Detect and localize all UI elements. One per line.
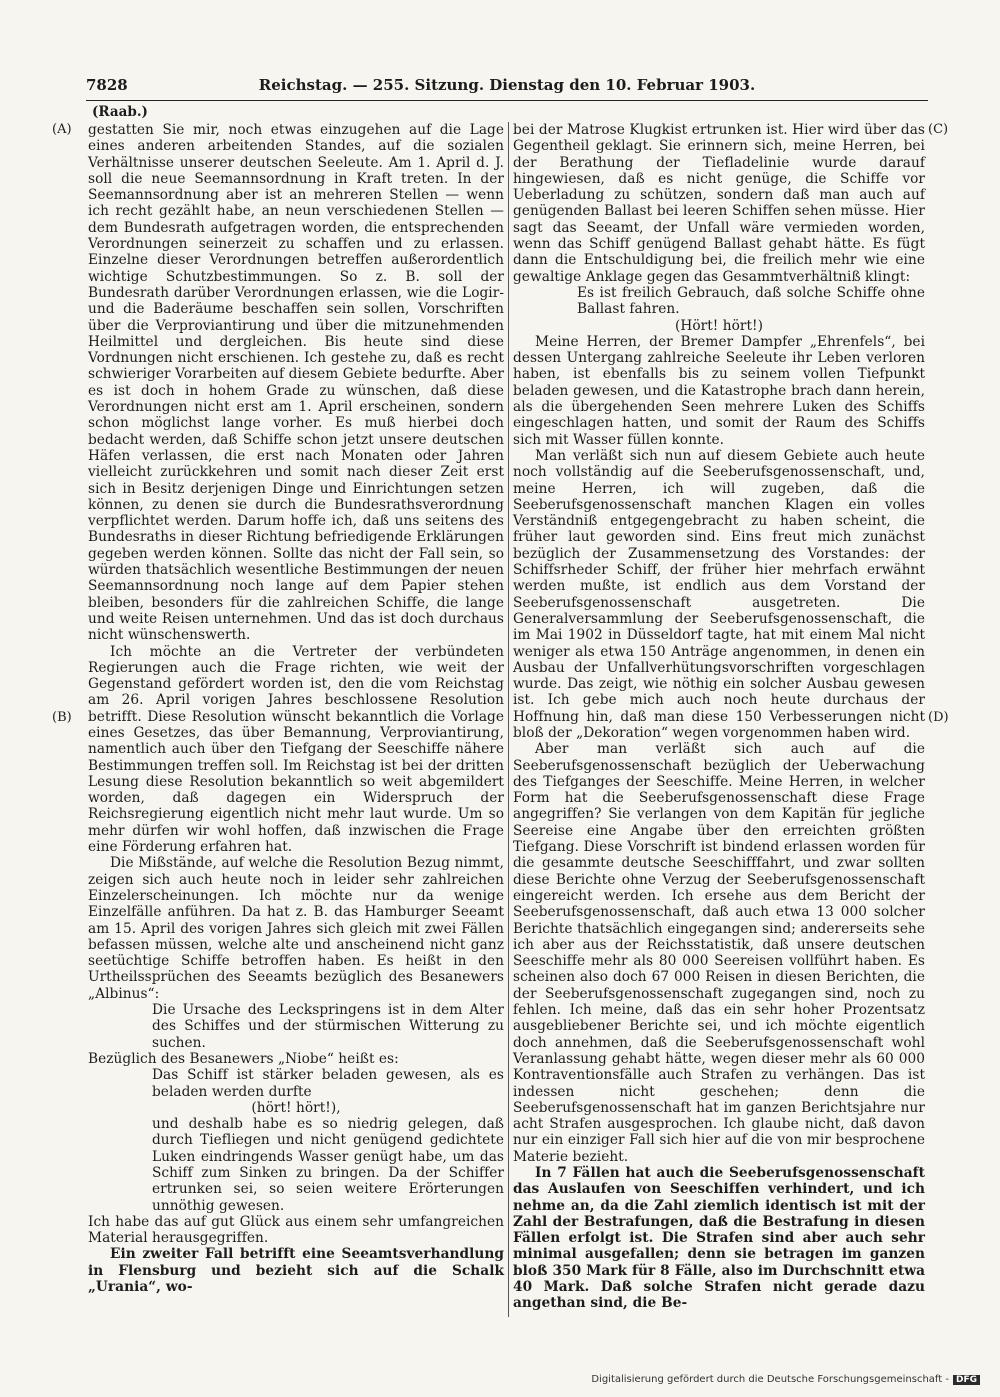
footer-credit xyxy=(591,1374,980,1385)
page-number: 7828 xyxy=(86,76,128,94)
interjection: (Hört! hört!) xyxy=(674,317,763,334)
margin-marker-b: (B) xyxy=(52,710,72,725)
paragraph: Meine Herren, der Bremer Dampfer „Ehrenfels“, bei dessen Untergang zahlreiche Seeleute ihr Leben verloren haben, ist ebenfalls bis zu seinem vollen Tiefpunkt beladen gewesen, und die Katastrophe brach dann herein, als die übergehenden Seen mehrere Luken des Schiffs eingeschlagen hatten, und somit der Raum des Schiffs sich mit Wasser füllen konnte. xyxy=(513,333,925,448)
quotation: und deshalb habe es so niedrig gelegen, daß durch Tiefliegen und nicht genügend gedichtete Luken eindringends Wasser genügt habe, um das Schiff zum Sinken zu bringen. Da der Schiffer ertrunken sei, so seien weitere Erörterungen unnöthig gewesen. xyxy=(152,1116,504,1214)
margin-marker-c: (C) xyxy=(928,122,949,137)
margin-marker-a: (A) xyxy=(52,122,72,137)
dfg-logo: DFG xyxy=(953,1375,980,1385)
footer-text: Digitalisierung gefördert durch die Deutsche Forschungsgemeinschaft - xyxy=(591,1374,949,1385)
paragraph: Man verläßt sich nun auf diesem Gebiete auch heute noch vollständig auf die Seeberufsgenossenschaft, und, meine Herren, ich will zugeben, daß die Seeberufsgenossenschaft manchen Klagen ein volles Verständniß entgegengebracht zu haben scheint, die früher laut geworden sind. Eins freut mich zunächst bezüglich der Zusammensetzung des Vorstandes: der Schiffsrheder Schiff, der früher hier mehrfach erwähnt werden mußte, ist endlich aus dem Vorstand der Seeberufsgenossenschaft ausgetreten. Die Generalversammlung der Seeberufsgenossenschaft, die im Mai 1902 in Düsseldorf tagte, hat mit einem Mal nicht weniger als etwa 150 Anträge angenommen, in denen ein Ausbau der Unfallverhütungsvorschriften vorgeschlagen wurde. Das zeigt, wie nöthig ein solcher Ausbau gewesen ist. Ich gebe mich auch noch heute durchaus der Hoffnung hin, daß man diese 150 Verbesserungen nicht bloß der „Dekoration“ wegen vorgenommen haben wird. xyxy=(513,447,925,741)
margin-marker-d: (D) xyxy=(928,710,949,725)
paragraph: In 7 Fällen hat auch die Seeberufsgenossenschaft das Auslaufen von Seeschiffen verhindert, und ich nehme an, da die Zahl ziemlich identisch ist mit der Zahl der Bestrafungen, daß die Bestrafung in diesen Fällen erfolgt ist. Die Strafen sind aber auch sehr minimal ausgefallen; denn sie betragen im ganzen bloß 350 Mark für 8 Fälle, also im Durchschnitt etwa 40 Mark. Daß solche Strafen nicht gerade dazu angethan sind, die Be- xyxy=(513,1165,925,1312)
interjection: (hört! hört!), xyxy=(251,1099,341,1116)
paragraph: Aber man verläßt sich auch auf die Seeberufsgenossenschaft bezüglich der Ueberwachung des Tiefganges der Seeschiffe. Meine Herren, in welcher Form hat die Seeberufsgenossenschaft diese Frage angegriffen? Sie verlangen von dem Kapitän für jegliche Seereise eine Angabe über den erreichten größten Tiefgang. Diese Vorschrift ist bindend erlassen worden für die gesammte deutsche Seeschifffahrt, und zwar sollten diese Berichte ohne Verzug der Seeberufsgenossenschaft eingereicht werden. Ich ersehe aus dem Bericht der Seeberufsgenossenschaft, daß auch etwa 13 000 solcher Berichte thatsächlich eingegangen sind; andererseits sehe ich aber aus der Reichsstatistik, daß unsere deutschen Seeschiffe mehr als 80 000 Seereisen vollführt haben. Es scheinen also doch 67 000 Reisen in diesen Berichten, die der Seeberufsgenossenschaft zugegangen sind, noch zu fehlen. Ich meine, daß das ein sehr hoher Prozentsatz ausgebliebener Berichte sei, und ich möchte eigentlich doch annehmen, daß die Seeberufsgenossenschaft wohl Veranlassung gehabt hätte, wegen dieser mehr als 60 000 Kontraventionsfälle auch Strafen zu verhängen. Das ist indessen nicht geschehen; denn die Seeberufsgenossenschaft hat im ganzen Berichtsjahre nur acht Strafen ausgesprochen. Ich glaube nicht, daß davon nur ein einziger Fall sich hier auf die von mir besprochene Materie bezieht. xyxy=(513,741,925,1165)
column-divider xyxy=(508,122,509,1317)
paragraph: Bezüglich des Besanewers „Niobe“ heißt es: xyxy=(88,1050,399,1067)
quotation: Es ist freilich Gebrauch, daß solche Schiffe ohne Ballast fahren. xyxy=(577,284,925,318)
page-header xyxy=(86,74,928,101)
quotation: Das Schiff ist stärker beladen gewesen, als es beladen werden durfte xyxy=(152,1067,504,1100)
paragraph: Die Mißstände, auf welche die Resolution Bezug nimmt, zeigen sich auch heute noch in leider sehr zahlreichen Einzelerscheinungen. Ich möchte nur da wenige Einzelfälle anführen. Da hat z. B. das Hamburger Seeamt am 15. April des vorigen Jahres sich gleich mit zwei Fällen befassen müssen, welche alte und anscheinend nicht ganz seetüchtige Schiffe betroffen haben. Es heißt in den Urtheilssprüchen des Seeamts bezüglich des Besanewers „Albinus“: xyxy=(88,855,504,1002)
page-title: Reichstag. — 255. Sitzung. Dienstag den 10. Februar 1903. xyxy=(258,76,756,94)
right-column xyxy=(513,122,925,1312)
paragraph: gestatten Sie mir, noch etwas einzugehen auf die Lage eines anderen arbeitenden Standes, auf die sozialen Verhältnisse unserer deutschen Seeleute. Am 1. April d. J. soll die neue Seemannsordnung in Kraft treten. In der Seemannsordnung aber ist an mehreren Stellen — wenn ich recht gezählt habe, an neun verschiedenen Stellen — dem Bundesrath aufgetragen worden, die entsprechenden Verordnungen seinerzeit zu schaffen und zu erlassen. Einzelne dieser Verordnungen betreffen außerordentlich wichtige Schutzbestimmungen. So z. B. soll der Bundesrath darüber Verordnungen erlassen, wie die Logir- und die Baderäume beschaffen sein sollen, Vorschriften über die Verproviantirung und über die mitzunehmenden Heilmittel und dergleichen. Bis heute sind diese Vordnungen nicht erschienen. Ich gestehe zu, daß es recht schwieriger Vorarbeiten auf diesem Gebiete bedurfte. Aber es ist doch in hohem Grade zu wünschen, daß diese Verordnungen nicht erst am 1. April erscheinen, sondern schon möglichst lange vorher. Es muß hierbei doch bedacht werden, daß Schiffe schon jetzt unsere deutschen Häfen verlassen, die erst nach Monaten oder Jahren vielleicht zurückkehren und somit nach dieser Zeit erst sich in Besitz derjenigen Dinge und Einrichtungen setzen können, zu denen sie durch die Bundesrathsverordnung verpflichtet werden. Darum hoffe ich, daß uns seitens des Bundesraths in dieser Richtung befriedigende Erklärungen gegeben werden können. Sollte das nicht der Fall sein, so würden thatsächlich wesentliche Bestimmungen der neuen Seemannsordnung noch lange auf dem Papier stehen bleiben, besonders für die zahlreichen Schiffe, die lange und weite Reisen unternehmen. Und das ist doch durchaus nicht wünschenswerth. xyxy=(88,122,504,644)
paragraph: bei der Matrose Klugkist ertrunken ist. Hier wird über das Gegentheil geklagt. Sie erinnern sich, meine Herren, bei der Berathung der Tiefladelinie wurde darauf hingewiesen, daß es nicht genüge, die Schiffe vor Ueberladung zu schützen, sondern daß man auch auf genügenden Ballast bei leeren Schiffen sehen müsse. Hier sagt das Seeamt, der Unfall wäre vermieden worden, wenn das Schiff genügend Ballast gehabt hätte. Es fügt dann die Entschuldigung bei, die freilich mehr wie eine gewaltige Anklage gegen das Gesammtverhältniß klingt: xyxy=(513,122,925,285)
speaker-name: (Raab.) xyxy=(92,104,148,120)
paragraph: Ich habe das auf gut Glück aus einem sehr umfangreichen Material herausgegriffen. xyxy=(88,1213,504,1247)
left-column xyxy=(88,122,504,1295)
quotation: Die Ursache des Leckspringens ist in dem Alter des Schiffes und der stürmischen Witterung zu suchen. xyxy=(152,1002,504,1051)
paragraph: Ein zweiter Fall betrifft eine Seeamtsverhandlung in Flensburg und bezieht sich auf die Schalk „Urania“, wo- xyxy=(88,1246,504,1296)
paragraph: Ich möchte an die Vertreter der verbündeten Regierungen auch die Frage richten, wie weit der Gegenstand gefördert worden ist, den die vom Reichstag am 26. April vorigen Jahres beschlossene Resolution betrifft. Diese Resolution wünscht bekanntlich die Vorlage eines Gesetzes, das über Bemannung, Verproviantirung, namentlich auch über den Tiefgang der Seeschiffe nähere Bestimmungen treffen soll. Im Reichstag ist bei der dritten Lesung diese Resolution bekanntlich so weit abgemildert worden, daß dagegen ein Widerspruch der Reichsregierung eigentlich nicht mehr laut wurde. Um so mehr dürfen wir wohl hoffen, daß inzwischen die Frage eine Förderung erfahren hat. xyxy=(88,643,504,856)
